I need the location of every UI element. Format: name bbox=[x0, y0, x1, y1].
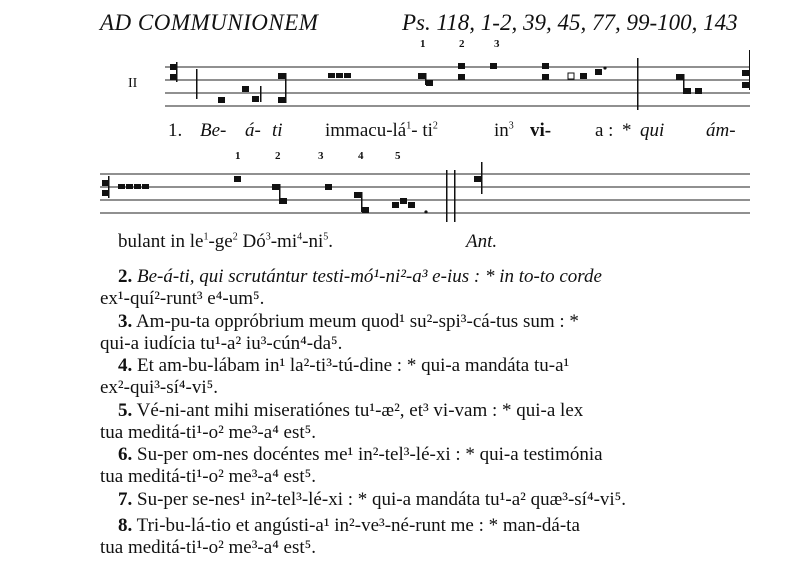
lyric-syllable: Be- bbox=[200, 120, 227, 141]
lyric-syllable: a : bbox=[595, 120, 614, 141]
music-staff-1 bbox=[100, 50, 750, 115]
lyric-asterisk: * bbox=[622, 120, 632, 141]
chant-title: AD COMMUNIONEM bbox=[100, 10, 319, 35]
antiphon-marker: Ant. bbox=[466, 231, 498, 252]
lyric-syllable: vi- bbox=[530, 120, 552, 141]
verse-5: 5. Vé-ni-ant mihi miseratiónes tu¹-æ², et³ vi-vam : * qui-a lex tua meditá-ti¹-o² me³-a⁴ est⁵. bbox=[100, 400, 584, 443]
lyric-syllable: ti bbox=[272, 120, 283, 141]
note-number-2: 2 bbox=[459, 38, 465, 50]
lyric-syllable: $in^3$ bbox=[494, 120, 514, 141]
note-number-4: 4 bbox=[358, 150, 364, 162]
lyric-line-2: bulant in $le^1-ge^2$ $Dó^3-mi^4-ni^5$. bbox=[118, 231, 333, 252]
note-number-2: 2 bbox=[275, 150, 281, 162]
mode-indicator: II bbox=[128, 76, 138, 91]
note-number-3: 3 bbox=[318, 150, 324, 162]
lyric-verse-number: 1. bbox=[168, 120, 183, 141]
verse-8: 8. Tri-bu-lá-tio et angústi-a¹ in²-ve³-né-runt me : * man-dá-ta tua meditá-ti¹-o² me³-a⁴ est⁵. bbox=[100, 515, 580, 558]
note-number-5: 5 bbox=[395, 150, 401, 162]
lyric-syllable: qui bbox=[640, 120, 665, 141]
lyric-syllable: ám- bbox=[706, 120, 736, 141]
music-staff-2 bbox=[100, 162, 750, 227]
note-number-1: 1 bbox=[235, 150, 241, 162]
verse-6: 6. Su-per om-nes docéntes me¹ in²-tel³-lé-xi : * qui-a testimónia tua meditá-ti¹-o² me³-a⁴ est⁵. bbox=[100, 444, 603, 487]
lyric-syllable: immacu-$lá^1-$ $ti^2$ bbox=[325, 120, 438, 141]
note-number-3: 3 bbox=[494, 38, 500, 50]
lyric-syllable: á- bbox=[245, 120, 261, 141]
psalm-reference: Ps. 118, 1-2, 39, 45, 77, 99-100, 143 bbox=[402, 10, 738, 35]
verse-3: 3. Am-pu-ta oppróbrium meum quod¹ su²-spi³-cá-tus sum : * qui-a iudícia tu¹-a² iu³-cún⁴-da⁵. bbox=[100, 311, 579, 354]
verse-2: 2. Be-á-ti, qui scrutántur testi-mó¹-ni²-a³ e-ius : * in to-to corde ex¹-quí²-runt³ e⁴-um⁵. bbox=[100, 266, 602, 309]
verse-4: 4. Et am-bu-lábam in¹ la²-ti³-tú-dine : * qui-a mandáta tu-a¹ ex²-qui³-sí⁴-vi⁵. bbox=[100, 355, 570, 398]
verse-7: 7. Su-per se-nes¹ in²-tel³-lé-xi : * qui-a mandáta tu¹-a² quæ³-sí⁴-vi⁵. bbox=[118, 489, 627, 510]
note-number-1: 1 bbox=[420, 38, 426, 50]
